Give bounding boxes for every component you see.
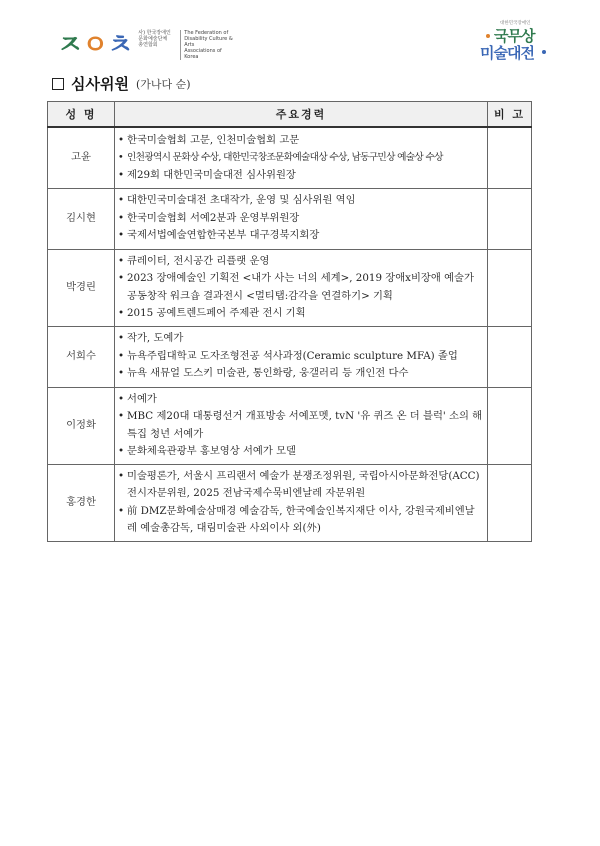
career-item: • 제29회 대한민국미술대전 심사위원장: [118, 167, 484, 185]
career-item: • 2015 공예트렌드페어 주제관 전시 기획: [118, 305, 484, 323]
juror-note: [488, 127, 532, 188]
page-header: [0, 0, 600, 70]
juror-name: 박경린: [48, 249, 115, 326]
career-item: • 문화체육관광부 홍보영상 서예가 모델: [118, 443, 484, 461]
square-bullet-icon: [52, 78, 64, 90]
table-row: [48, 188, 532, 249]
juror-note: [488, 464, 532, 541]
career-item: • 2023 장애예술인 기획전 <내가 사는 너의 세계>, 2019 장애x비장애 예술가 공동창작 워크숍 결과전시 <멀티탭:감각을 연결하기> 기획: [118, 270, 484, 305]
juror-note: [488, 249, 532, 326]
table-row: [48, 127, 532, 188]
juror-note: [488, 326, 532, 387]
art-exhibition-logo: [480, 20, 550, 68]
header-name: 성 명: [48, 102, 115, 128]
logo-dot-blue: [542, 50, 546, 54]
juror-name: 고윤: [48, 127, 115, 188]
juror-career: [115, 464, 488, 541]
juror-name: 홍경한: [48, 464, 115, 541]
career-item: • 작가, 도예가: [118, 330, 484, 348]
juror-career: [115, 387, 488, 464]
career-item: • 前 DMZ문화예술삼매경 예술감독, 한국예술인복지재단 이사, 강원국제비엔날레 예술총감독, 대림미술관 사외이사 외(外): [118, 503, 484, 538]
federation-logo: [57, 30, 239, 60]
juror-name: 이정화: [48, 387, 115, 464]
section-heading: [52, 73, 191, 94]
federation-logo-mark: ㅈㅇㅊ: [57, 29, 133, 61]
career-item: • 한국미술협회 고문, 인천미술협회 고문: [118, 132, 484, 150]
art-exhibition-logo-title: 국무상 미술대전: [480, 27, 535, 62]
career-item: • 한국미술협회 서예2분과 운영부위원장: [118, 210, 484, 228]
section-sort-note: (가나다 순): [135, 77, 191, 91]
table-row: [48, 464, 532, 541]
juror-note: [488, 188, 532, 249]
table-row: [48, 387, 532, 464]
federation-name-korean: 사) 한국장애인 문화예술단체 총연합회: [138, 30, 171, 48]
career-item: • 큐레이터, 전시공간 리플랫 운영: [118, 253, 484, 271]
juror-career: [115, 188, 488, 249]
juror-career: [115, 249, 488, 326]
art-exhibition-logo-caption: 대한민국장애인: [500, 21, 531, 26]
juror-note: [488, 387, 532, 464]
career-item: • 서예가: [118, 391, 484, 409]
jury-table: [47, 101, 532, 542]
header-note: 비 고: [488, 102, 532, 128]
table-row: [48, 249, 532, 326]
juror-name: 서희수: [48, 326, 115, 387]
table-row: [48, 326, 532, 387]
career-item: • 뉴욕 새뮤얼 도스키 미술관, 통인화랑, 웅갤러리 등 개인전 다수: [118, 365, 484, 383]
career-item: • MBC 제20대 대통령선거 개표방송 서예포멧, tvN '유 퀴즈 온 더 블럭' 소의 해 특집 청년 서예가: [118, 408, 484, 443]
juror-career: [115, 127, 488, 188]
career-item: • 국제서법예술연합한국본부 대구경북지회장: [118, 227, 484, 245]
career-item: • 인천광역시 문화상 수상, 대한민국창조문화예술대상 수상, 남동구민상 예술상 수상: [118, 149, 484, 167]
juror-name: 김시현: [48, 188, 115, 249]
career-item: • 대한민국미술대전 초대작가, 운영 및 심사위원 역임: [118, 192, 484, 210]
section-title: 심사위원: [71, 75, 129, 93]
federation-logo-text: [138, 30, 239, 60]
career-item: • 미술평론가, 서울시 프리랜서 예술가 분쟁조정위원, 국립아시아문화전당(ACC) 전시자문위원, 2025 전남국제수묵비엔날레 자문위원: [118, 468, 484, 503]
juror-career: [115, 326, 488, 387]
federation-name-english: The Federation of Disability Culture & Arts Associations of Korea: [180, 30, 239, 60]
table-header-row: [48, 102, 532, 128]
career-item: • 뉴욕주립대학교 도자조형전공 석사과정(Ceramic sculpture MFA) 졸업: [118, 348, 484, 366]
header-career: 주요경력: [115, 102, 488, 128]
